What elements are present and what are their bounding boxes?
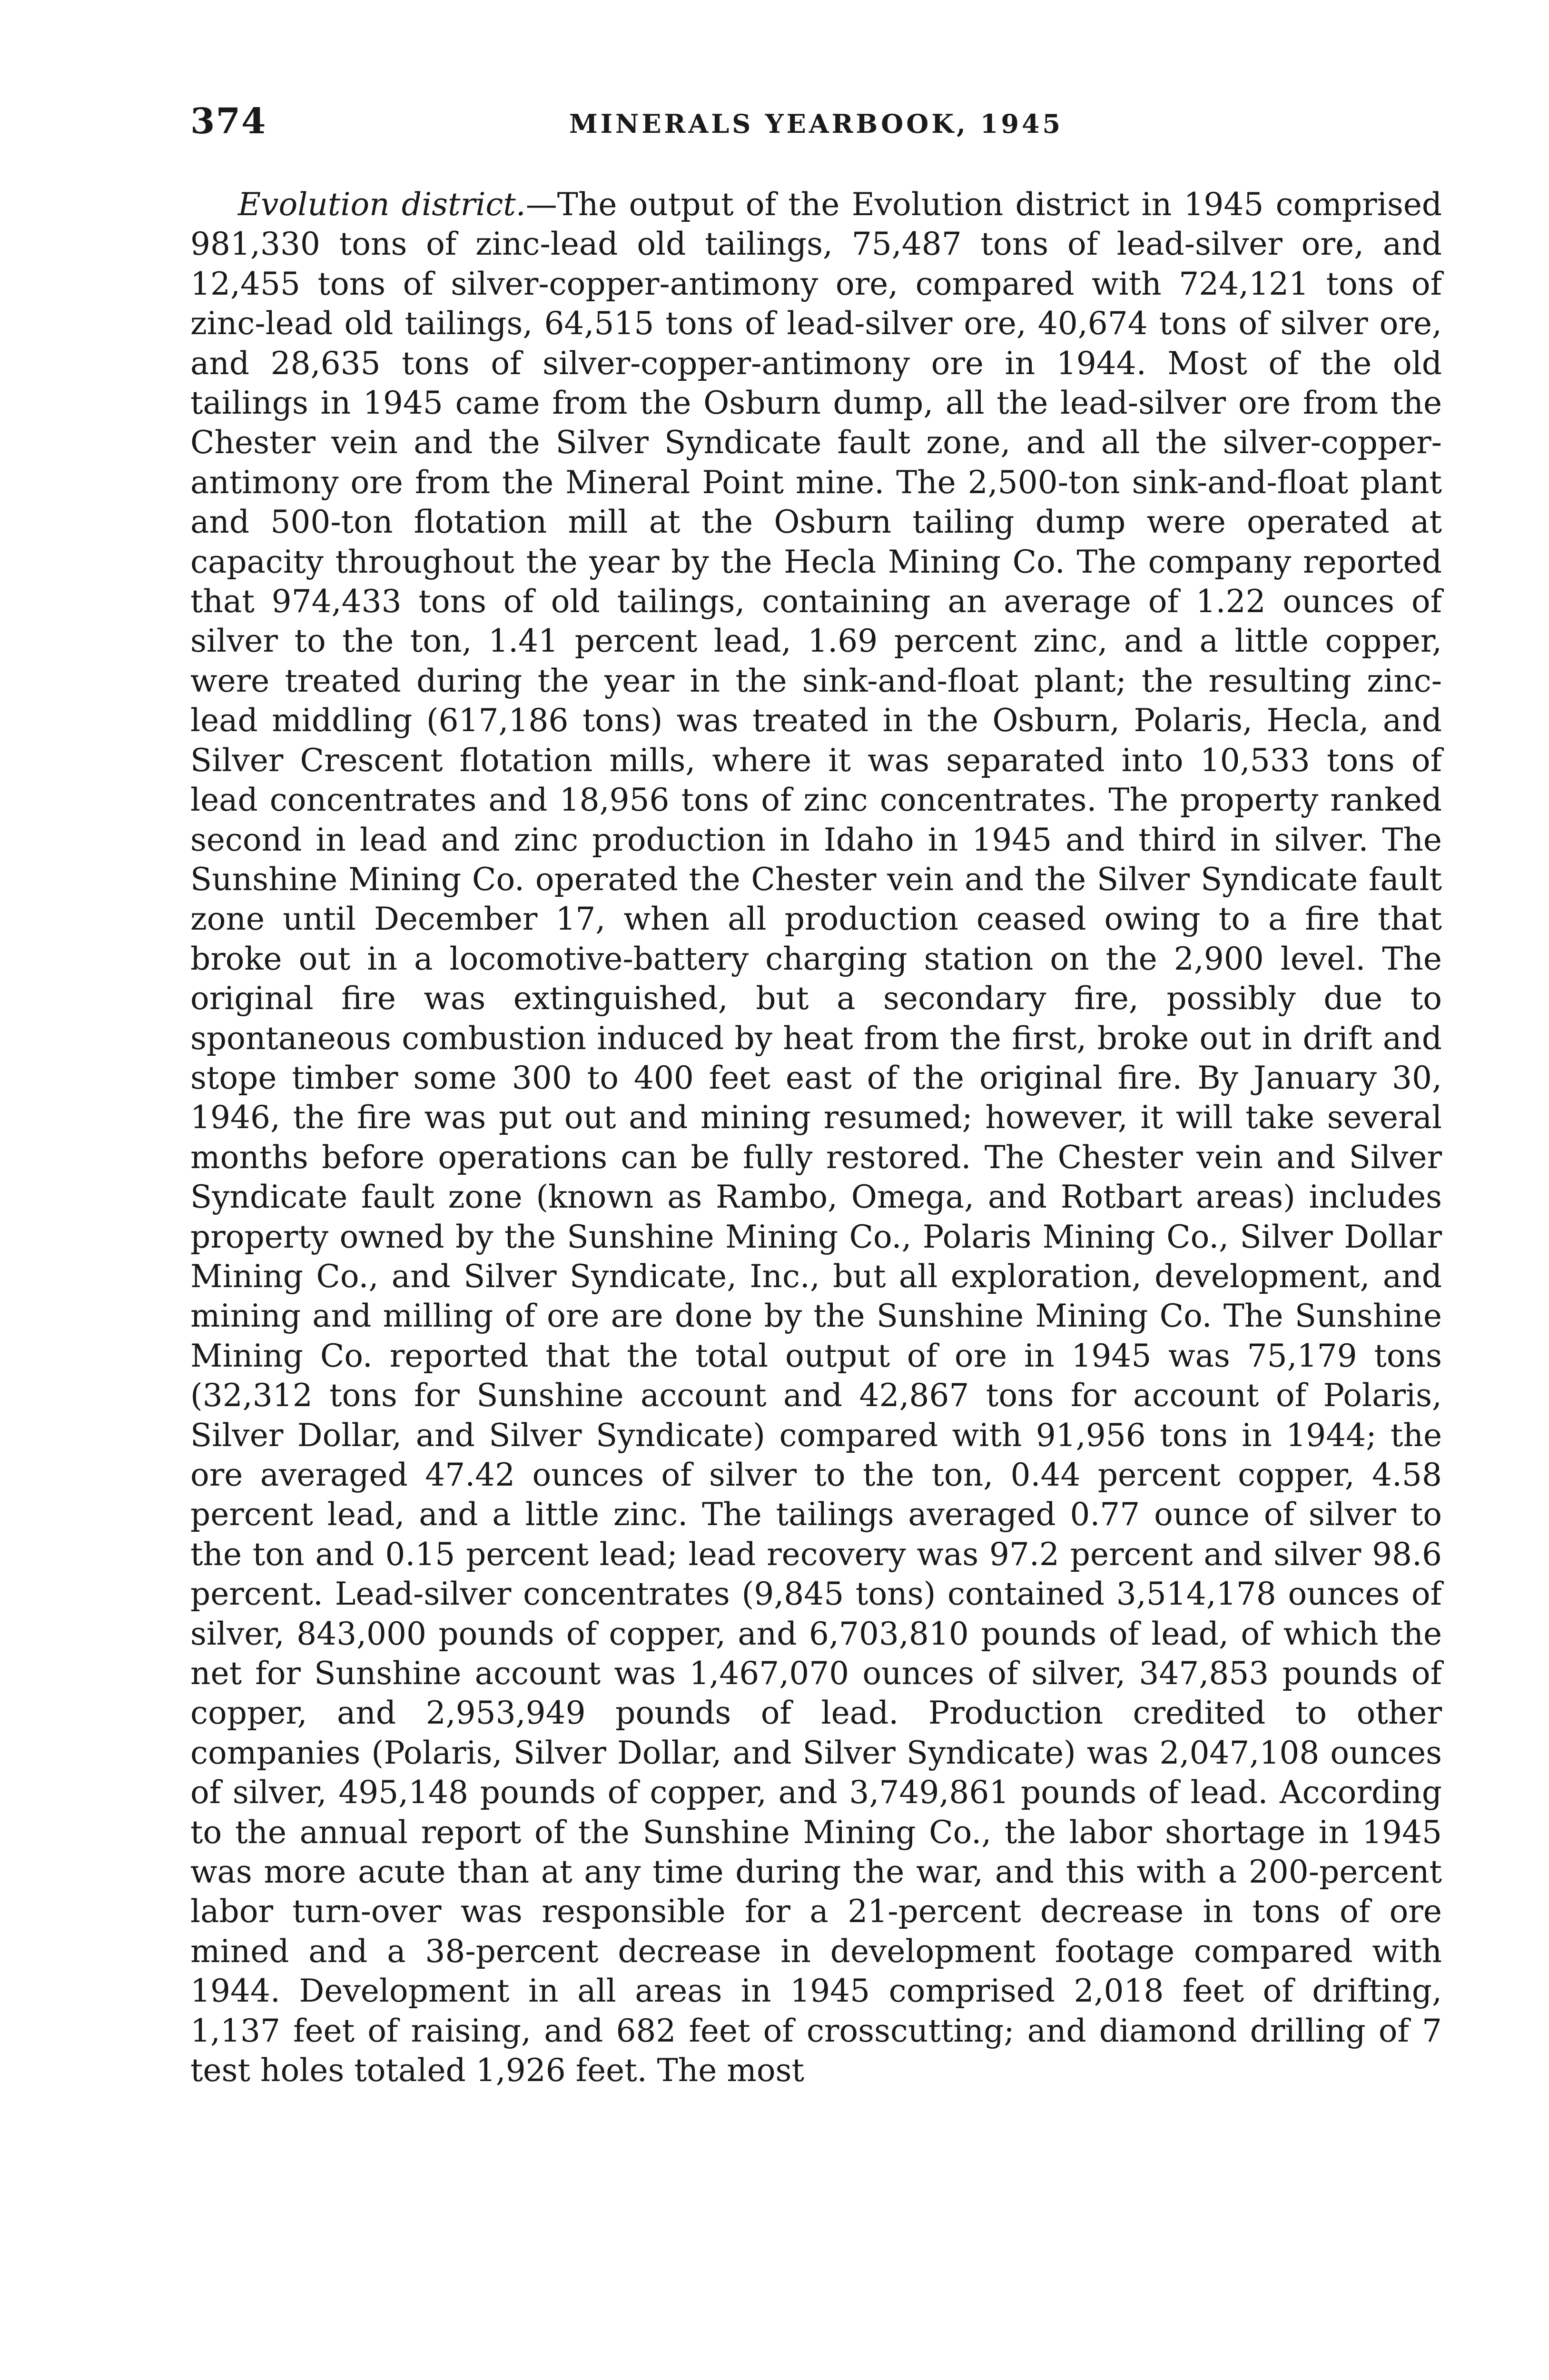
paragraph-text: —The output of the Evolution district in 1945 comprised 981,330 tons of zinc-lead old tailings, 75,487 tons of lead-silver ore, and 12,455 tons of silver-copper-antimony ore, compared with 724,121 tons of zinc-lead old tailings, 64,515 tons of lead-silver ore, 40,674 tons of silver ore, and 28,635 tons of silver-copper-antimony ore in 1944. Most of the old tailings in 1945 came from the Osburn dump, all the lead-silver ore from the Chester vein and the Silver Syndicate fault zone, and all the silver-copper-antimony ore from the Mineral Point mine. The 2,500-ton sink-and-float plant and 500-ton flotation mill at the Osburn tailing dump were operated at capacity throughout the year by the Hecla Mining Co. The company reported that 974,433 tons of old tailings, containing an average of 1.22 ounces of silver to the ton, 1.41 percent lead, 1.69 percent zinc, and a little copper, were treated during the year in the sink-and-float plant; the resulting zinc-lead middling (617,186 tons) was treated in the Osburn, Polaris, Hecla, and Silver Crescent flotation mills, where it was separated into 10,533 tons of lead concentrates and 18,956 tons of zinc concentrates. The property ranked second in lead and zinc production in Idaho in 1945 and third in silver. The Sunshine Mining Co. operated the Chester vein and the Silver Syndicate fault zone until December 17, when all production ceased owing to a fire that broke out in a locomotive-battery charging station on the 2,900 level. The original fire was extinguished, but a secondary fire, possibly due to spontaneous combustion induced by heat from the first, broke out in drift and stope timber some 300 to 400 feet east of the original fire. By January 30, 1946, the fire was put out and mining resumed; however, it will take several months before operations can be fully restored. The Chester vein and Silver Syndicate fault zone (known as Rambo, Omega, and Rotbart areas) includes property owned by the Sunshine Mining Co., Polaris Mining Co., Silver Dollar Mining Co., and Silver Syndicate, Inc., but all exploration, development, and mining and milling of ore are done by the Sunshine Mining Co. The Sunshine Mining Co. reported that the total output of ore in 1945 was 75,179 tons (32,312 tons for Sunshine account and 42,867 tons for account of Polaris, Silver Dollar, and Silver Syndicate) compared with 91,956 tons in 1944; the ore averaged 47.42 ounces of silver to the ton, 0.44 percent copper, 4.58 percent lead, and a little zinc. The tailings averaged 0.77 ounce of silver to the ton and 0.15 percent lead; lead recovery was 97.2 percent and silver 98.6 percent. Lead-silver concentrates (9,845 tons) contained 3,514,178 ounces of silver, 843,000 pounds of copper, and 6,703,810 pounds of lead, of which the net for Sunshine account was 1,467,070 ounces of silver, 347,853 pounds of copper, and 2,953,949 pounds of lead. Production credited to other companies (Polaris, Silver Dollar, and Silver Syndicate) was 2,047,108 ounces of silver, 495,148 pounds of copper, and 3,749,861 pounds of lead. According to the annual report of the Sunshine Mining Co., the labor shortage in 1945 was more acute than at any time during the war, and this with a 200-percent labor turn-over was responsible for a 21-percent decrease in tons of ore mined and a 38-percent decrease in development footage compared with 1944. Development in all areas in 1945 comprised 2,018 feet of drifting, 1,137 feet of raising, and 682 feet of crosscutting; and diamond drilling of 7 test holes totaled 1,926 feet. The most [190, 186, 1442, 2089]
page-number: 374 [190, 101, 267, 142]
running-header [190, 95, 1442, 148]
running-title: MINERALS YEARBOOK, 1945 [569, 109, 1064, 139]
section-run-in-heading: Evolution district. [238, 186, 526, 223]
body-paragraph [190, 185, 1442, 2091]
